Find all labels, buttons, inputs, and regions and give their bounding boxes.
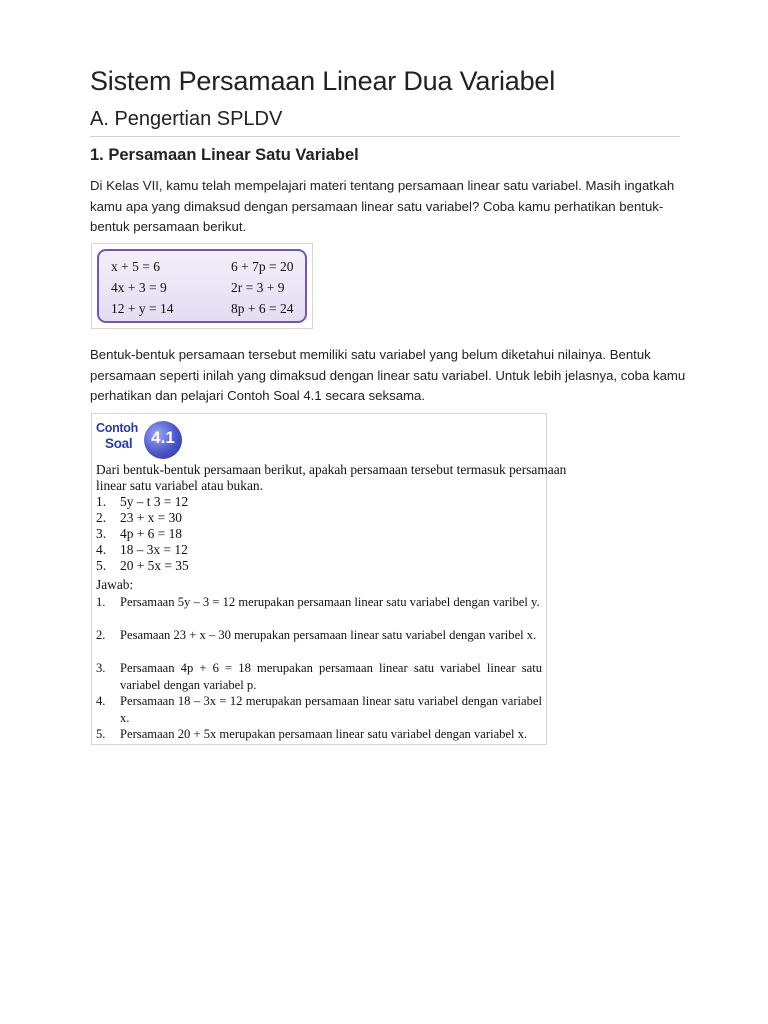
answer-item (96, 594, 542, 611)
equation-right-3: 8p + 6 = 24 (231, 301, 294, 316)
item-equation: 20 + 5x = 35 (120, 558, 189, 573)
answer-label: Jawab: (96, 577, 134, 592)
list-item (96, 526, 182, 543)
answer-text: Persamaan 4p + 6 = 18 merupakan persamaan linear satu variabel linear satu variabel dengan variabel p. (120, 661, 542, 692)
answer-item (96, 693, 542, 726)
answer-number: 5. (96, 727, 106, 741)
answer-text: Persamaan 20 + 5x merupakan persamaan linear satu variabel dengan variabel x. (120, 727, 528, 741)
answer-item (96, 726, 542, 743)
equation-left-2: 4x + 3 = 9 (111, 280, 167, 295)
contoh-soal-badge (96, 419, 186, 461)
list-item (96, 558, 189, 575)
explanation-paragraph: Bentuk-bentuk persamaan tersebut memiliki satu variabel yang belum diketahui nilainya. Bentuk persamaan seperti inilah yang dimaksud dengan linear satu variabel. Untuk lebih jelasnya, coba kamu perhatikan dan pelajari Contoh Soal 4.1 secara seksama. (90, 347, 686, 403)
equation-left-1: x + 5 = 6 (111, 259, 160, 274)
badge-word-contoh: Contoh (96, 421, 138, 435)
badge-word-soal: Soal (105, 436, 133, 451)
answer-item (96, 627, 542, 644)
item-equation: 23 + x = 30 (120, 510, 182, 525)
question-line-2: linear satu variabel atau bukan. (96, 478, 263, 493)
equation-right-1: 6 + 7p = 20 (231, 259, 294, 274)
item-number: 2. (96, 510, 107, 525)
subsection-heading: 1. Persamaan Linear Satu Variabel (90, 146, 359, 164)
item-number: 4. (96, 542, 107, 557)
section-divider (90, 136, 680, 137)
item-number: 3. (96, 526, 107, 541)
question-line-1: Dari bentuk-bentuk persamaan berikut, apakah persamaan tersebut termasuk persamaan (96, 462, 567, 477)
item-equation: 18 – 3x = 12 (120, 542, 188, 557)
list-item (96, 510, 182, 527)
list-item (96, 542, 188, 559)
section-heading: A. Pengertian SPLDV (90, 108, 283, 130)
answer-text: Persamaan 18 – 3x = 12 merupakan persamaan linear satu variabel dengan variabel x. (120, 694, 542, 725)
answer-text: Pesamaan 23 + x – 30 merupakan persamaan linear satu variabel dengan varibel x. (120, 628, 537, 642)
item-number: 5. (96, 558, 107, 573)
answer-number: 4. (96, 694, 106, 708)
answer-number: 2. (96, 628, 106, 642)
equations-box (97, 249, 307, 323)
item-equation: 5y – t 3 = 12 (120, 494, 189, 509)
item-equation: 4p + 6 = 18 (120, 526, 182, 541)
answer-number: 3. (96, 661, 106, 675)
page-title: Sistem Persamaan Linear Dua Variabel (90, 66, 556, 96)
answer-number: 1. (96, 595, 106, 609)
badge-number: 4.1 (151, 428, 175, 447)
intro-paragraph: Di Kelas VII, kamu telah mempelajari materi tentang persamaan linear satu variabel. Masih ingatkah kamu apa yang dimaksud dengan persamaan linear satu variabel? Coba kamu perhatikan bentuk-bentuk persamaan berikut. (90, 178, 675, 234)
equations-figure (91, 243, 313, 329)
answer-item (96, 660, 542, 693)
answer-text: Persamaan 5y – 3 = 12 merupakan persamaan linear satu variabel dengan varibel y. (120, 595, 540, 609)
equation-right-2: 2r = 3 + 9 (231, 280, 285, 295)
item-number: 1. (96, 494, 107, 509)
contoh-soal-figure (91, 413, 567, 745)
equation-left-3: 12 + y = 14 (111, 301, 174, 316)
list-item (96, 494, 188, 511)
